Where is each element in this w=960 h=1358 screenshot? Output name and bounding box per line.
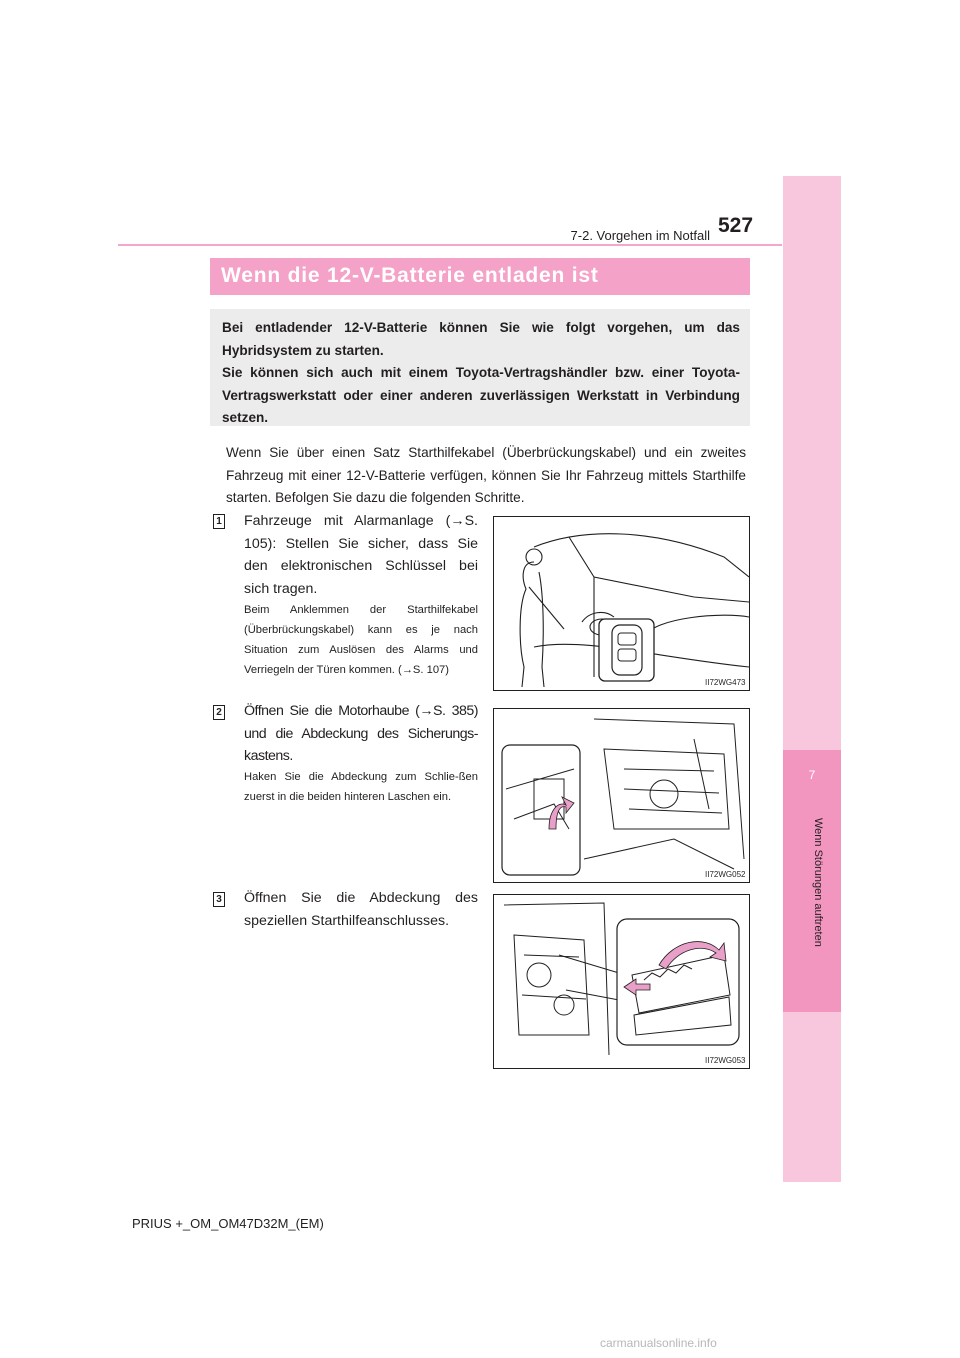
step-number-1: 1 [213,514,225,529]
figure-code: II72WG053 [705,1056,746,1065]
section-heading: Wenn die 12-V-Batterie entladen ist [210,258,750,295]
figure-fuse-box-cover [493,708,750,883]
figure-3-illustration [494,895,749,1068]
side-tab-number: 7 [808,768,816,782]
step-3-text: Öffnen Sie die Abdeckung des speziellen Starthilfeanschlusses. [244,890,478,929]
chapter-title: 7-2. Vorgehen im Notfall [570,228,710,243]
step-1-note: Beim Anklemmen der Starthilfekabel (Überbrückungskabel) kann es je nach Situation zum Auslösen des Alarms und Verriegeln der Türen kommen. (→S. 107) [244,604,478,676]
intro-paragraph: Bei entladender 12-V-Batterie können Sie wie folgt vorgehen, um das Hybridsystem zu starten. [222,320,740,358]
step-2-note: Haken Sie die Abdeckung zum Schlie-ßen zuerst in die beiden hinteren Laschen ein. [244,771,478,803]
step-2-text: Öffnen Sie die Motorhaube (→S. 385) und die Abdeckung des Sicherungs-kastens. [244,703,478,764]
side-tab-label: Wenn Störungen auftreten [812,818,824,947]
figure-code: II72WG473 [705,678,746,687]
figure-jump-start-terminal [493,894,750,1069]
intro-box [210,309,750,426]
intro-paragraph: Sie können sich auch mit einem Toyota-Vertragshändler bzw. einer Toyota-Vertragswerkstatt oder einer anderen zuverlässigen Werkstatt in Verbindung setzen. [222,365,740,425]
figure-electronic-key [493,516,750,691]
side-tab [783,176,841,1182]
figure-code: II72WG052 [705,870,746,879]
page-number: 527 [718,214,754,237]
step-1-text: Fahrzeuge mit Alarmanlage (→S. 105): Stellen Sie sicher, dass Sie den elektronischen Schlüssel bei sich tragen. [244,513,478,597]
body-paragraph: Wenn Sie über einen Satz Starthilfekabel (Überbrückungskabel) und ein zweites Fahrzeug mit einer 12-V-Batterie verfügen, können Sie Ihr Fahrzeug mittels Starthilfe starten. Befolgen Sie dazu die folgenden Schritte. [226,445,746,505]
watermark: carmanualsonline.info [600,1336,717,1350]
figure-2-illustration [494,709,749,882]
header-rule [118,244,782,246]
step-number-2: 2 [213,705,225,720]
document-code: PRIUS +_OM_OM47D32M_(EM) [132,1216,324,1231]
step-number-3: 3 [213,892,225,907]
figure-1-illustration [494,517,749,690]
